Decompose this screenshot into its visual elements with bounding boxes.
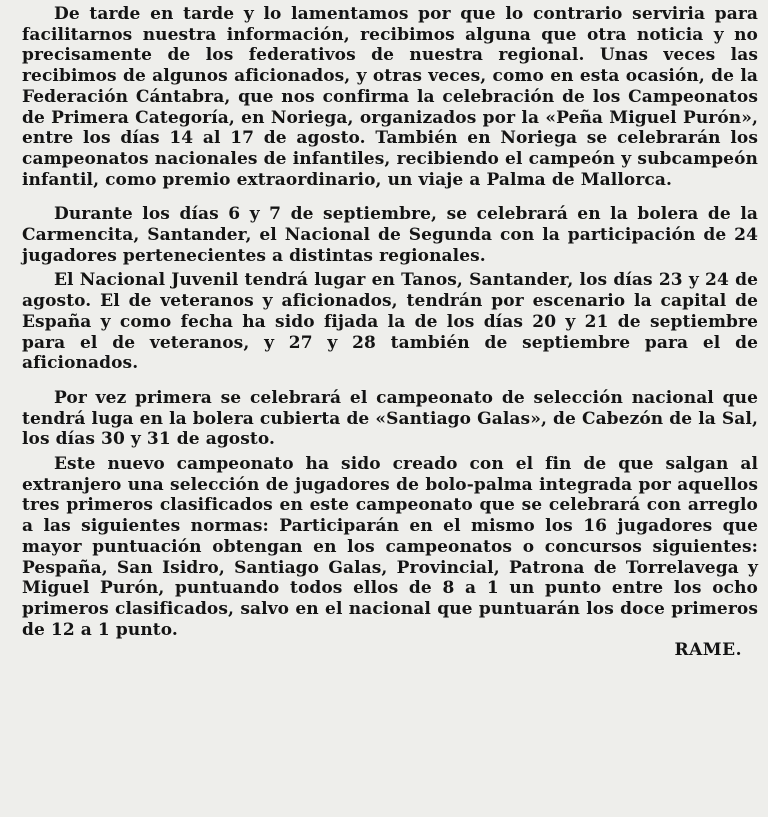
paragraph-2: Durante los días 6 y 7 de septiembre, se celebrará en la bolera de la Carmencita, Santander, el Nacional de Segunda con la participación de 24 jugadores pertenecientes a distintas regionales. (22, 204, 758, 266)
article-column (22, 4, 758, 661)
author-signature: RAME. (674, 640, 742, 661)
paragraph-5: Este nuevo campeonato ha sido creado con el fin de que salgan al extranjero una selección de jugadores de bolo-palma integrada por aquellos tres primeros clasificados en este campeonato que se celebrará con arreglo a las siguientes normas: Participarán en el mismo los 16 jugadores que mayor puntuación obtengan en los campeonatos o concursos siguientes: Pespaña, San Isidro, Santiago Galas, Provincial, Patrona de Torrelavega y Miguel Purón, puntuando todos ellos de 8 a 1 un punto entre los ocho primeros clasificados, salvo en el nacional que puntuarán los doce primeros de 12 a 1 punto. (22, 454, 758, 640)
paragraph-1: De tarde en tarde y lo lamentamos por que lo contrario serviria para facilitarnos nuestra información, recibimos alguna que otra noticia y no precisamente de los federativos de nuestra regional. Unas veces las recibimos de algunos aficionados, y otras veces, como en esta ocasión, de la Federación Cántabra, que nos confirma la celebración de los Campeonatos de Primera Categoría, en Noriega, organizados por la «Peña Miguel Purón», entre los días 14 al 17 de agosto. También en Noriega se celebrarán los campeonatos nacionales de infantiles, recibiendo el campeón y subcampeón infantil, como premio extraordinario, un viaje a Palma de Mallorca. (22, 4, 758, 190)
paragraph-3: El Nacional Juvenil tendrá lugar en Tanos, Santander, los días 23 y 24 de agosto. El de veteranos y aficionados, tendrán por escenario la capital de España y como fecha ha sido fijada la de los días 20 y 21 de septiembre para el de veteranos, y 27 y 28 también de septiembre para el de aficionados. (22, 270, 758, 374)
paragraph-4: Por vez primera se celebrará el campeonato de selección nacional que tendrá luga en la bolera cubierta de «Santiago Galas», de Cabezón de la Sal, los días 30 y 31 de agosto. (22, 387, 758, 450)
